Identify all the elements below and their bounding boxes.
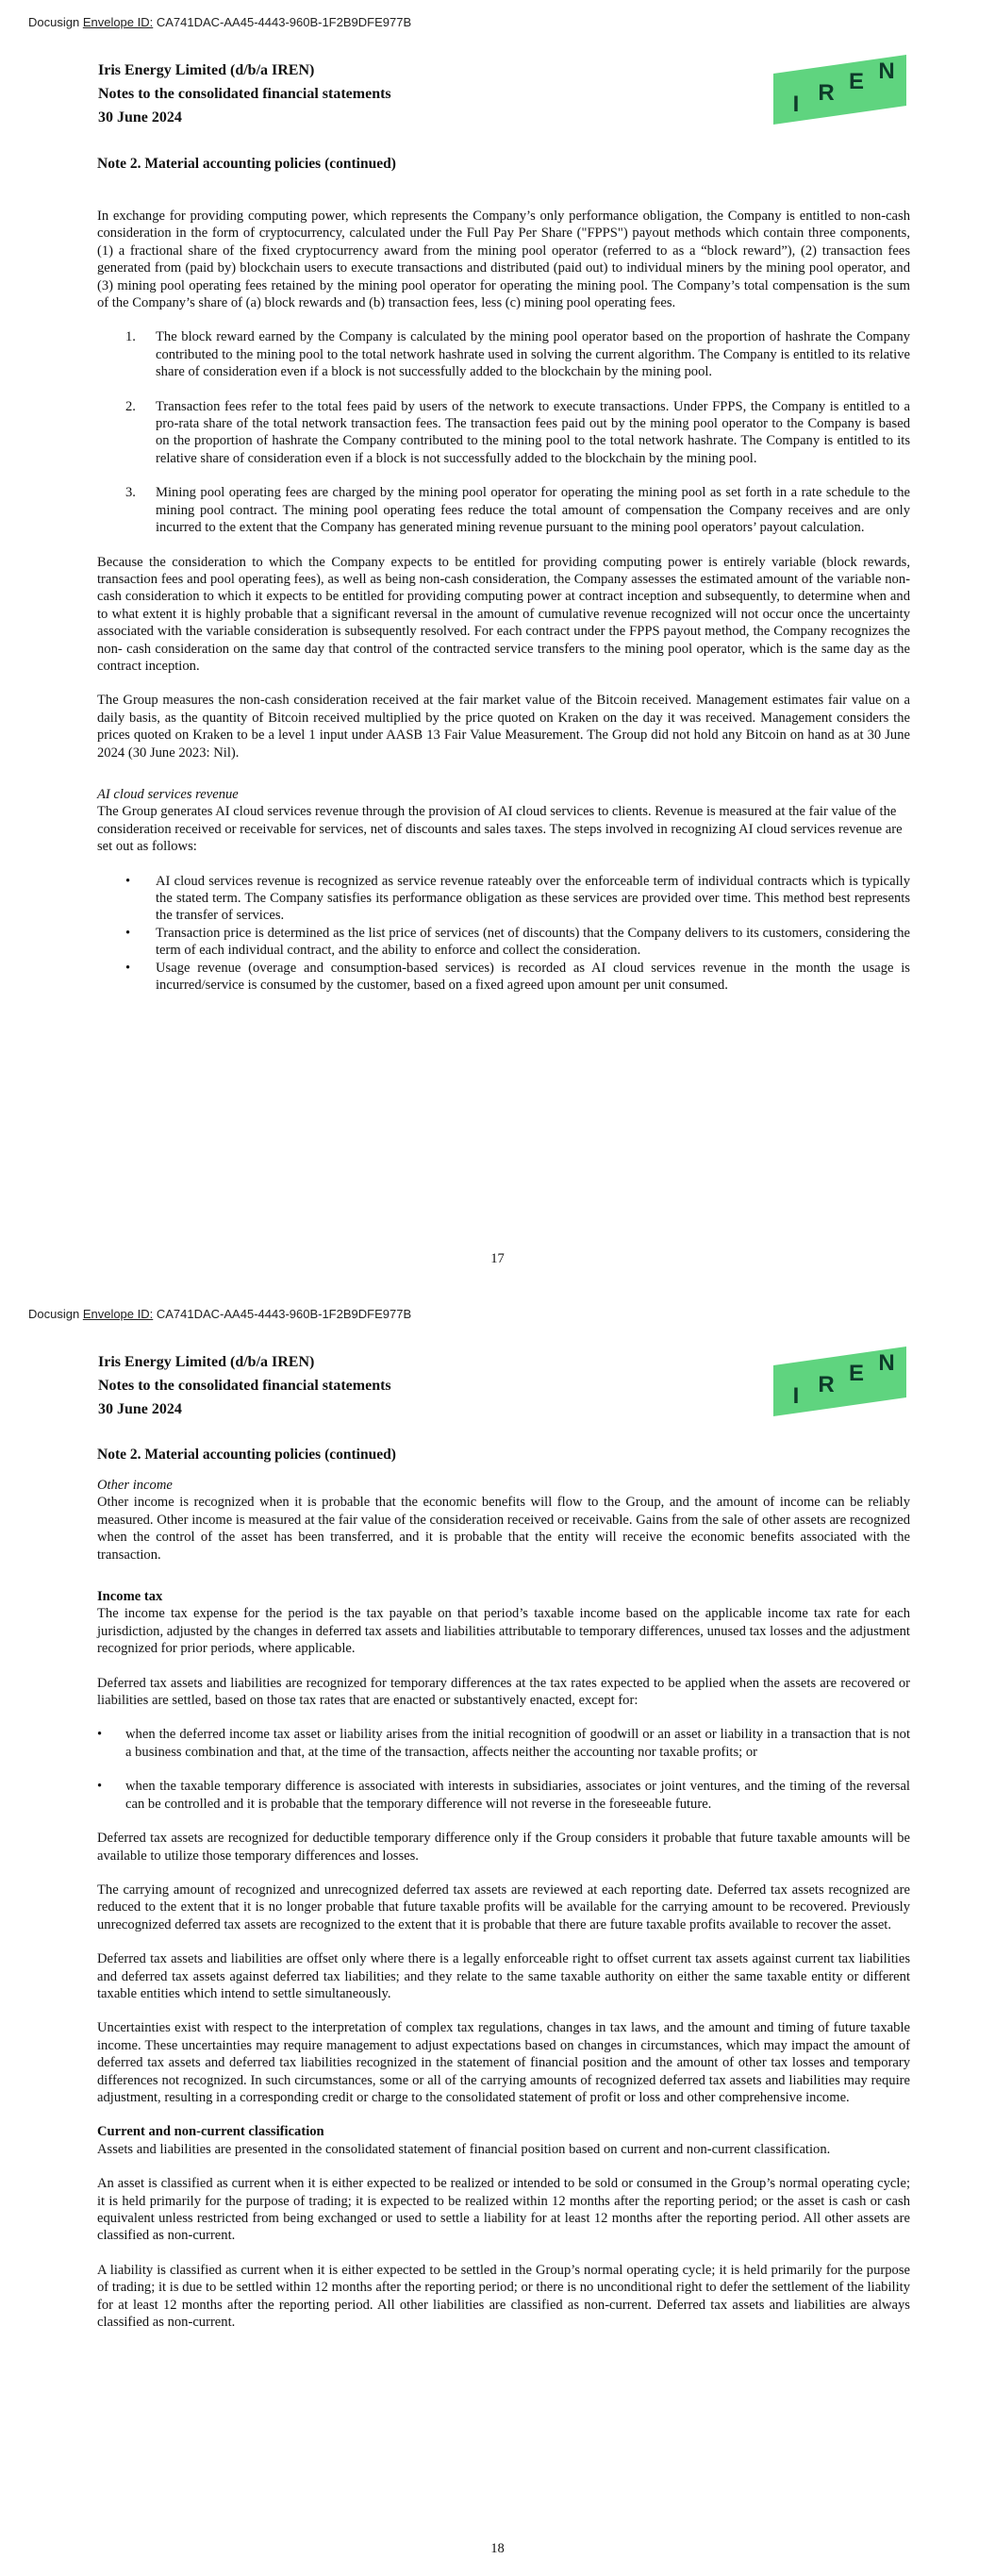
envelope-link[interactable]: Envelope ID: xyxy=(82,1307,154,1321)
carrying-amount-paragraph: The carrying amount of recognized and unrecognized deferred tax assets are reviewed at each reporting date. Deferred tax assets recognized are reduced to the extent that it is no longer probable that future taxable profits will be available for the carrying amount to be recovered. Previously unrecognized deferred tax assets are recognized to the extent that it is probable that there are future taxable profits available to recover the asset. xyxy=(97,1882,910,1932)
docusign-envelope-id xyxy=(28,15,411,29)
list-item xyxy=(97,1726,910,1761)
ai-cloud-bullet-list xyxy=(97,873,910,995)
report-subtitle: Notes to the consolidated financial statements xyxy=(98,86,391,102)
ai-cloud-heading: AI cloud services revenue xyxy=(97,786,239,802)
envelope-id-value: CA741DAC-AA45-4443-960B-1F2B9DFE977B xyxy=(153,15,412,29)
other-income-paragraph: Other income is recognized when it is probable that the economic benefits will flow to the Group, and the amount of income can be reliably measured. Other income is measured at the fair value of the consideration received or receivable. Gains from the sale of other assets are recognized when the control of the asset has been transferred, and it is probable that the entity will receive the economic benefits associated with the transaction. xyxy=(97,1495,910,1563)
envelope-prefix: Docusign xyxy=(28,15,83,29)
fair-value-paragraph: The Group measures the non-cash consideration received at the fair market value of the Bitcoin received. Management estimates fair value on a daily basis, as the quantity of Bitcoin received multiplied by the price quoted on Kraken on the day it was received. Management considers the prices quoted on Kraken to be a level 1 input under AASB 13 Fair Value Measurement. The Group did not hold any Bitcoin on hand as at 30 June 2024 (30 June 2023: Nil). xyxy=(97,693,910,761)
iren-logo-icon xyxy=(771,1345,908,1418)
note-title: Note 2. Material accounting policies (continued) xyxy=(97,156,396,172)
report-header xyxy=(98,59,391,129)
classification-heading: Current and non-current classification xyxy=(97,2124,324,2140)
logo-letter-r: R xyxy=(818,1372,835,1397)
iren-logo-icon xyxy=(771,53,908,126)
liability-current-paragraph: A liability is classified as current when it is either expected to be settled in the Group’s normal operating cycle; it is held primarily for the purpose of trading; it is due to be settled within 12 months after the reporting period; or there is no unconditional right to defer the settlement of the liability for at least 12 months after the reporting period. All other liabilities are classified as non-current. Deferred tax assets and liabilities are always classified as non-current. xyxy=(97,2262,910,2331)
report-date: 30 June 2024 xyxy=(98,1401,182,1417)
income-tax-heading: Income tax xyxy=(97,1589,163,1605)
docusign-envelope-id xyxy=(28,1307,411,1321)
note-title: Note 2. Material accounting policies (continued) xyxy=(97,1447,396,1463)
logo-letter-i: I xyxy=(792,1383,800,1409)
list-item xyxy=(97,960,910,995)
logo-letter-e: E xyxy=(848,69,865,94)
other-income-heading: Other income xyxy=(97,1478,173,1493)
logo-letter-e: E xyxy=(848,1361,865,1386)
bullet-icon: • xyxy=(125,925,131,941)
list-item-text: Transaction fees refer to the total fees paid by users of the network to execute transactions. Under FPPS, the Company is entitled to a pro-rata share of the total network transaction fees. The transaction fees paid out by the mining pool operator to the Company is based on the proportion of hashrate the Company contributed to the mining pool to the total network hashrate. The Company is entitled to its relative share of consideration even if a block is not successfully added to the blockchain by the mining pool. xyxy=(156,398,910,466)
list-item-text: Transaction price is determined as the list price of services (net of discounts) that the Company delivers to its customers, considering the term of each individual contract, and the ability to enforce and collect the consideration. xyxy=(156,925,910,959)
list-item-text: Usage revenue (overage and consumption-based services) is recorded as AI cloud services revenue in the month the usage is incurred/service is consumed by the customer, based on a fixed agreed upon amount per unit consumed. xyxy=(156,960,910,994)
company-name: Iris Energy Limited (d/b/a IREN) xyxy=(98,1354,315,1370)
bullet-icon: • xyxy=(125,873,131,889)
logo-letter-i: I xyxy=(792,92,800,117)
list-number: 2. xyxy=(125,398,136,414)
page-number: 17 xyxy=(490,1251,505,1266)
page-18-body xyxy=(97,1477,910,2348)
deferred-tax-recognized-paragraph: Deferred tax assets are recognized for deductible temporary difference only if the Group considers it probable that future taxable amounts will be available to utilize those temporary differences and losses. xyxy=(97,1831,910,1864)
envelope-prefix: Docusign xyxy=(28,1307,83,1321)
offset-paragraph: Deferred tax assets and liabilities are offset only where there is a legally enforceable right to offset current tax assets against current tax liabilities and deferred tax assets against deferred tax liabilities; and they relate to the same taxable authority on either the same taxable entity or different taxable entities which intend to settle simultaneously. xyxy=(97,1951,910,2001)
list-item-text: The block reward earned by the Company is calculated by the mining pool operator based on the proportion of hashrate the Company contributed to the mining pool to the total network hashrate used in solving the current algorithm. The Company is entitled to its relative share of consideration even if a block is not successfully added to the blockchain by the mining pool. xyxy=(156,329,910,380)
bullet-icon: • xyxy=(97,1779,103,1795)
bullet-icon: • xyxy=(125,960,131,976)
list-item-text: Mining pool operating fees are charged by the mining pool operator for operating the mining pool as set forth in a rate schedule to the mining pool contract. The mining pool operating fees reduce the total amount of compensation the Company receives and are only incurred to the extent that the Company has generated mining revenue pursuant to the mining pool operators’ payout calculation. xyxy=(156,485,910,536)
deferred-tax-exceptions-list xyxy=(97,1726,910,1813)
list-number: 3. xyxy=(125,485,136,501)
list-item xyxy=(97,398,910,468)
asset-current-paragraph: An asset is classified as current when it is either expected to be realized or intended to be sold or consumed in the Group’s normal operating cycle; it is held primarily for the purpose of trading; it is expected to be realized within 12 months after the reporting period; or the asset is cash or cash equivalent unless restricted from being exchanged or used to settle a liability for at least 12 months after the reporting period. All other assets are classified as non-current. xyxy=(97,2176,910,2244)
company-name: Iris Energy Limited (d/b/a IREN) xyxy=(98,62,315,78)
report-header xyxy=(98,1350,391,1421)
list-item xyxy=(97,328,910,380)
report-subtitle: Notes to the consolidated financial statements xyxy=(98,1378,391,1394)
deferred-tax-intro-paragraph: Deferred tax assets and liabilities are recognized for temporary differences at the tax rates expected to be applied when the assets are recovered or liabilities are settled, based on those tax rates that are enacted or substantively enacted, except for: xyxy=(97,1675,910,1709)
list-item xyxy=(97,484,910,536)
bullet-icon: • xyxy=(97,1727,103,1743)
report-date: 30 June 2024 xyxy=(98,109,182,125)
variable-consideration-paragraph: Because the consideration to which the Company expects to be entitled for providing computing power is entirely variable (block rewards, transaction fees and pool operating fees), as well as being non-cash consideration, the Company assesses the estimated amount of the variable non-cash consideration to which it expects to be entitled for providing computing power at contract inception and subsequently, to determine when and to what extent it is highly probable that a significant reversal in the amount of cumulative revenue recognized will not occur once the uncertainty associated with the variable consideration is subsequently resolved. For each contract under the FPPS payout method, the Company recognizes the non- cash consideration on the same day that control of the contracted service transfers to the mining pool operator, which is the same day as the contract inception. xyxy=(97,554,910,674)
income-tax-paragraph: The income tax expense for the period is the tax payable on that period’s taxable income based on the applicable income tax rate for each jurisdiction, adjusted by the changes in deferred tax assets and liabilities attributable to temporary differences, unused tax losses and the adjustment recognized for prior periods, where applicable. xyxy=(97,1606,910,1657)
envelope-id-value: CA741DAC-AA45-4443-960B-1F2B9DFE977B xyxy=(153,1307,412,1321)
classification-paragraph: Assets and liabilities are presented in the consolidated statement of financial position based on current and non-current classification. xyxy=(97,2141,831,2157)
ai-cloud-intro-paragraph: The Group generates AI cloud services revenue through the provision of AI cloud services to clients. Revenue is measured at the fair value of the consideration received or receivable for services, net of discounts and sales taxes. The steps involved in recognizing AI cloud services revenue are set out as follows: xyxy=(97,804,903,855)
list-item-text: when the taxable temporary difference is associated with interests in subsidiaries, associates or joint ventures, and the timing of the reversal can be controlled and it is probable that the temporary difference will not reverse in the foreseeable future. xyxy=(125,1779,910,1812)
logo-letter-n: N xyxy=(878,59,895,84)
uncertainties-paragraph: Uncertainties exist with respect to the interpretation of complex tax regulations, changes in tax laws, and the amount and timing of future taxable income. These uncertainties may require management to adjust expectations based on changes in circumstances, which may impact the amount of deferred tax assets and deferred tax liabilities recognized in the statement of financial position and the amount of other tax losses and temporary differences not recognized. In such circumstances, some or all of the carrying amounts of recognized deferred tax assets and liabilities may require adjustment, resulting in a corresponding credit or charge to the consolidated statement of profit or loss and other comprehensive income. xyxy=(97,2020,910,2105)
list-item-text: AI cloud services revenue is recognized as service revenue rateably over the enforceable term of individual contracts which is typically the stated term. The Company satisfies its performance obligation as these services are provided over time. This method best represents the transfer of services. xyxy=(156,873,910,924)
list-item xyxy=(97,873,910,925)
logo-letter-r: R xyxy=(818,80,835,106)
logo-letter-n: N xyxy=(878,1350,895,1376)
revenue-intro-paragraph: In exchange for providing computing power, which represents the Company’s only performance obligation, the Company is entitled to non-cash consideration in the form of cryptocurrency, calculated under the Full Pay Per Share ("FPPS") payout methods which contain three components, (1) a fractional share of the fixed cryptocurrency award from the mining pool operator (referred to as a “block reward”), (2) transaction fees generated from (paid by) blockchain users to execute transactions and distributed (paid out) to individual miners by the mining pool operator, and (3) mining pool operating fees retained by the mining pool operator for operating the mining pool. The Company’s total compensation is the sum of the Company’s share of (a) block rewards and (b) transaction fees, less (c) mining pool operating fees. xyxy=(97,209,910,311)
fpps-components-list xyxy=(97,328,910,536)
list-item xyxy=(97,925,910,960)
list-item xyxy=(97,1778,910,1813)
page-number: 18 xyxy=(490,2541,505,2556)
page-18 xyxy=(0,1288,995,2576)
page-17-body xyxy=(97,208,910,1011)
list-item-text: when the deferred income tax asset or liability arises from the initial recognition of goodwill or an asset or liability in a transaction that is not a business combination and that, at the time of the transaction, affects neither the accounting nor taxable profits; or xyxy=(125,1727,910,1760)
envelope-link[interactable]: Envelope ID: xyxy=(82,15,154,29)
list-number: 1. xyxy=(125,329,136,345)
